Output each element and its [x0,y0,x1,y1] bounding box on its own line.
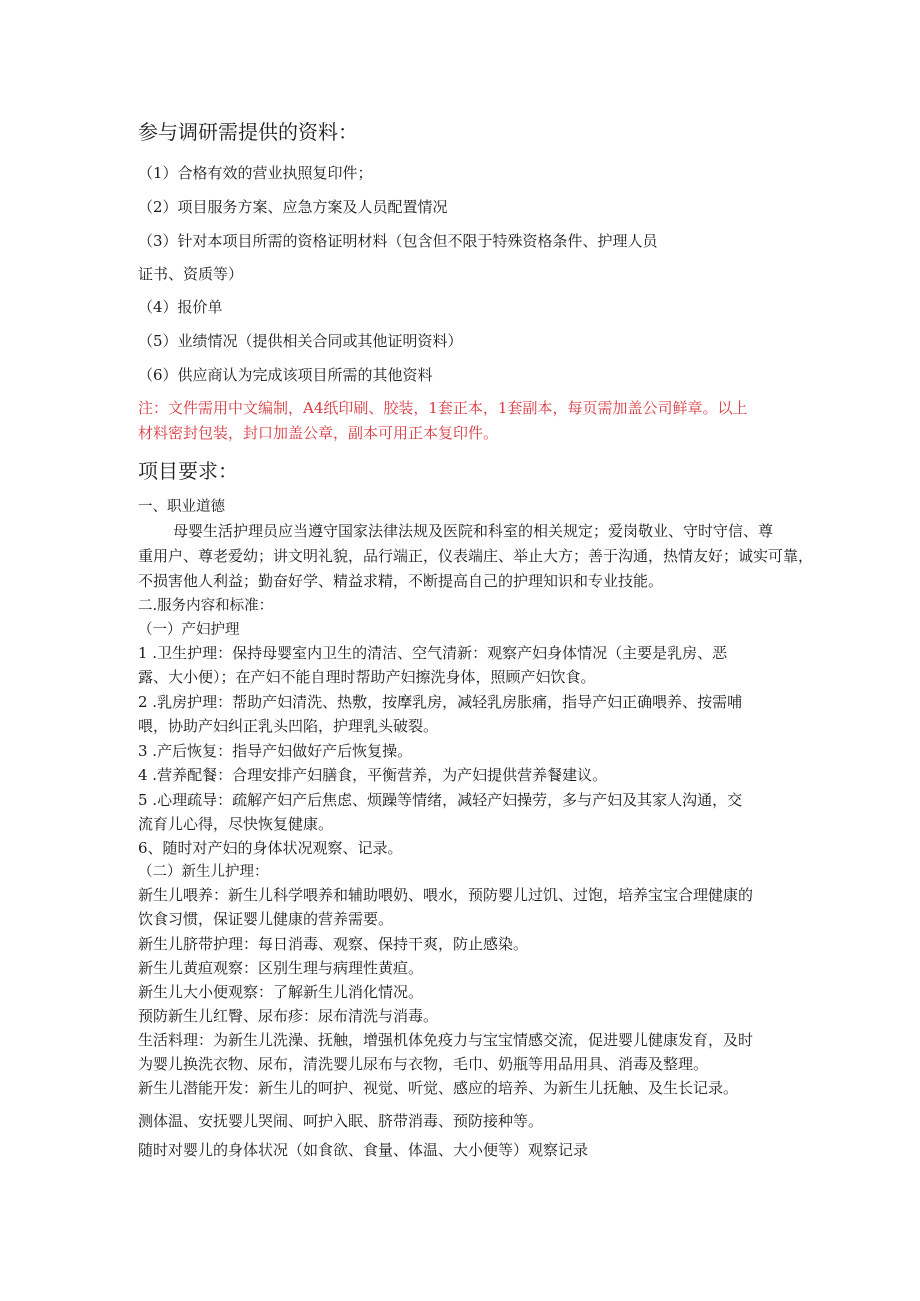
ethics-line-2: 重用户、尊老爱幼；讲文明礼貌，品行端正，仪表端庄、举止大方；善于沟通，热情友好；诚实可靠， [138,547,814,565]
service-title: 二.服务内容和标准： [138,598,274,614]
maternal-line-6: 4 .营养配餐：合理安排产妇膳食，平衡营养，为产妇提供营养餐建议。 [138,766,608,784]
newborn-extra-1: 测体温、安抚婴儿哭闹、呵护入眠、脐带消毒、预防接种等。 [138,1112,544,1130]
maternal-line-9: 6、随时对产妇的身体状况观察、记录。 [138,839,403,857]
materials-item-3: （3）针对本项目所需的资格证明材料（包含但不限于特殊资格条件、护理人员 [138,232,658,250]
materials-note-line-1: 注：文件需用中文编制，A4纸印刷、胶装，1套正本，1套副本，每页需加盖公司鲜章。以上 [138,399,748,417]
materials-item-1: （1）合格有效的营业执照复印件； [138,164,373,182]
maternal-title: （一）产妇护理 [138,622,240,638]
maternal-line-4: 喂，协助产妇纠正乳头凹陷，护理乳头破裂。 [138,717,439,735]
ethics-line-1: 母婴生活护理员应当遵守国家法律法规及医院和科室的相关规定；爱岗敬业、守时守信、尊 [173,522,774,540]
materials-heading: 参与调研需提供的资料： [138,120,358,144]
maternal-line-3: 2 .乳房护理：帮助产妇清洗、热敷，按摩乳房，减轻乳房胀痛，指导产妇正确喂养、按需哺 [138,693,743,711]
ethics-title: 一、职业道德 [138,499,225,515]
maternal-line-2: 露、大小便）；在产妇不能自理时帮助产妇擦洗身体，照顾产妇饮食。 [138,668,596,686]
maternal-line-5: 3 .产后恢复：指导产妇做好产后恢复操。 [138,742,413,760]
materials-item-3-cont: 证书、资质等） [138,265,244,283]
newborn-line-3: 新生儿脐带护理：每日消毒、观察、保持干爽，防止感染。 [138,935,529,953]
materials-item-2: （2）项目服务方案、应急方案及人员配置情况 [138,198,448,216]
maternal-line-1: 1 .卫生护理：保持母婴室内卫生的清洁、空气清新：观察产妇身体情况（主要是乳房、恶 [138,644,728,662]
newborn-line-1: 新生儿喂养：新生儿科学喂养和辅助喂奶、喂水，预防婴儿过饥、过饱，培养宝宝合理健康的 [138,886,754,904]
materials-item-4: （4）报价单 [138,298,223,316]
newborn-line-7: 生活料理：为新生儿洗澡、抚触，增强机体免疫力与宝宝情感交流，促进婴儿健康发育，及时 [138,1031,754,1049]
materials-note-line-2: 材料密封包装，封口加盖公章，副本可用正本复印件。 [138,424,499,442]
maternal-line-7: 5 .心理疏导：疏解产妇产后焦虑、烦躁等情绪，减轻产妇操劳，多与产妇及其家人沟通，交 [138,791,743,809]
newborn-line-9: 新生儿潜能开发：新生儿的呵护、视觉、听觉、感应的培养、为新生儿抚触、及生长记录。 [138,1079,739,1097]
newborn-line-5: 新生儿大小便观察：了解新生儿消化情况。 [138,983,424,1001]
newborn-line-2: 饮食习惯，保证婴儿健康的营养需要。 [138,910,394,928]
maternal-line-8: 流育儿心得，尽快恢复健康。 [138,815,334,833]
newborn-extra-2: 随时对婴儿的身体状况（如食欲、食量、体温、大小便等）观察记录 [138,1141,589,1159]
newborn-line-4: 新生儿黄疸观察：区别生理与病理性黄疸。 [138,959,424,977]
materials-item-6: （6）供应商认为完成该项目所需的其他资料 [138,366,433,384]
newborn-title: （二）新生儿护理： [138,864,269,880]
ethics-line-3: 不损害他人利益；勤奋好学、精益求精，不断提高自己的护理知识和专业技能。 [138,572,664,590]
requirements-heading: 项目要求： [138,459,238,483]
materials-item-5: （5）业绩情况（提供相关合同或其他证明资料） [138,332,463,350]
newborn-line-6: 预防新生儿红臀、尿布疹：尿布清洗与消毒。 [138,1007,439,1025]
newborn-line-8: 为婴儿换洗衣物、尿布，清洗婴儿尿布与衣物，毛巾、奶瓶等用品用具、消毒及整理。 [138,1055,709,1073]
